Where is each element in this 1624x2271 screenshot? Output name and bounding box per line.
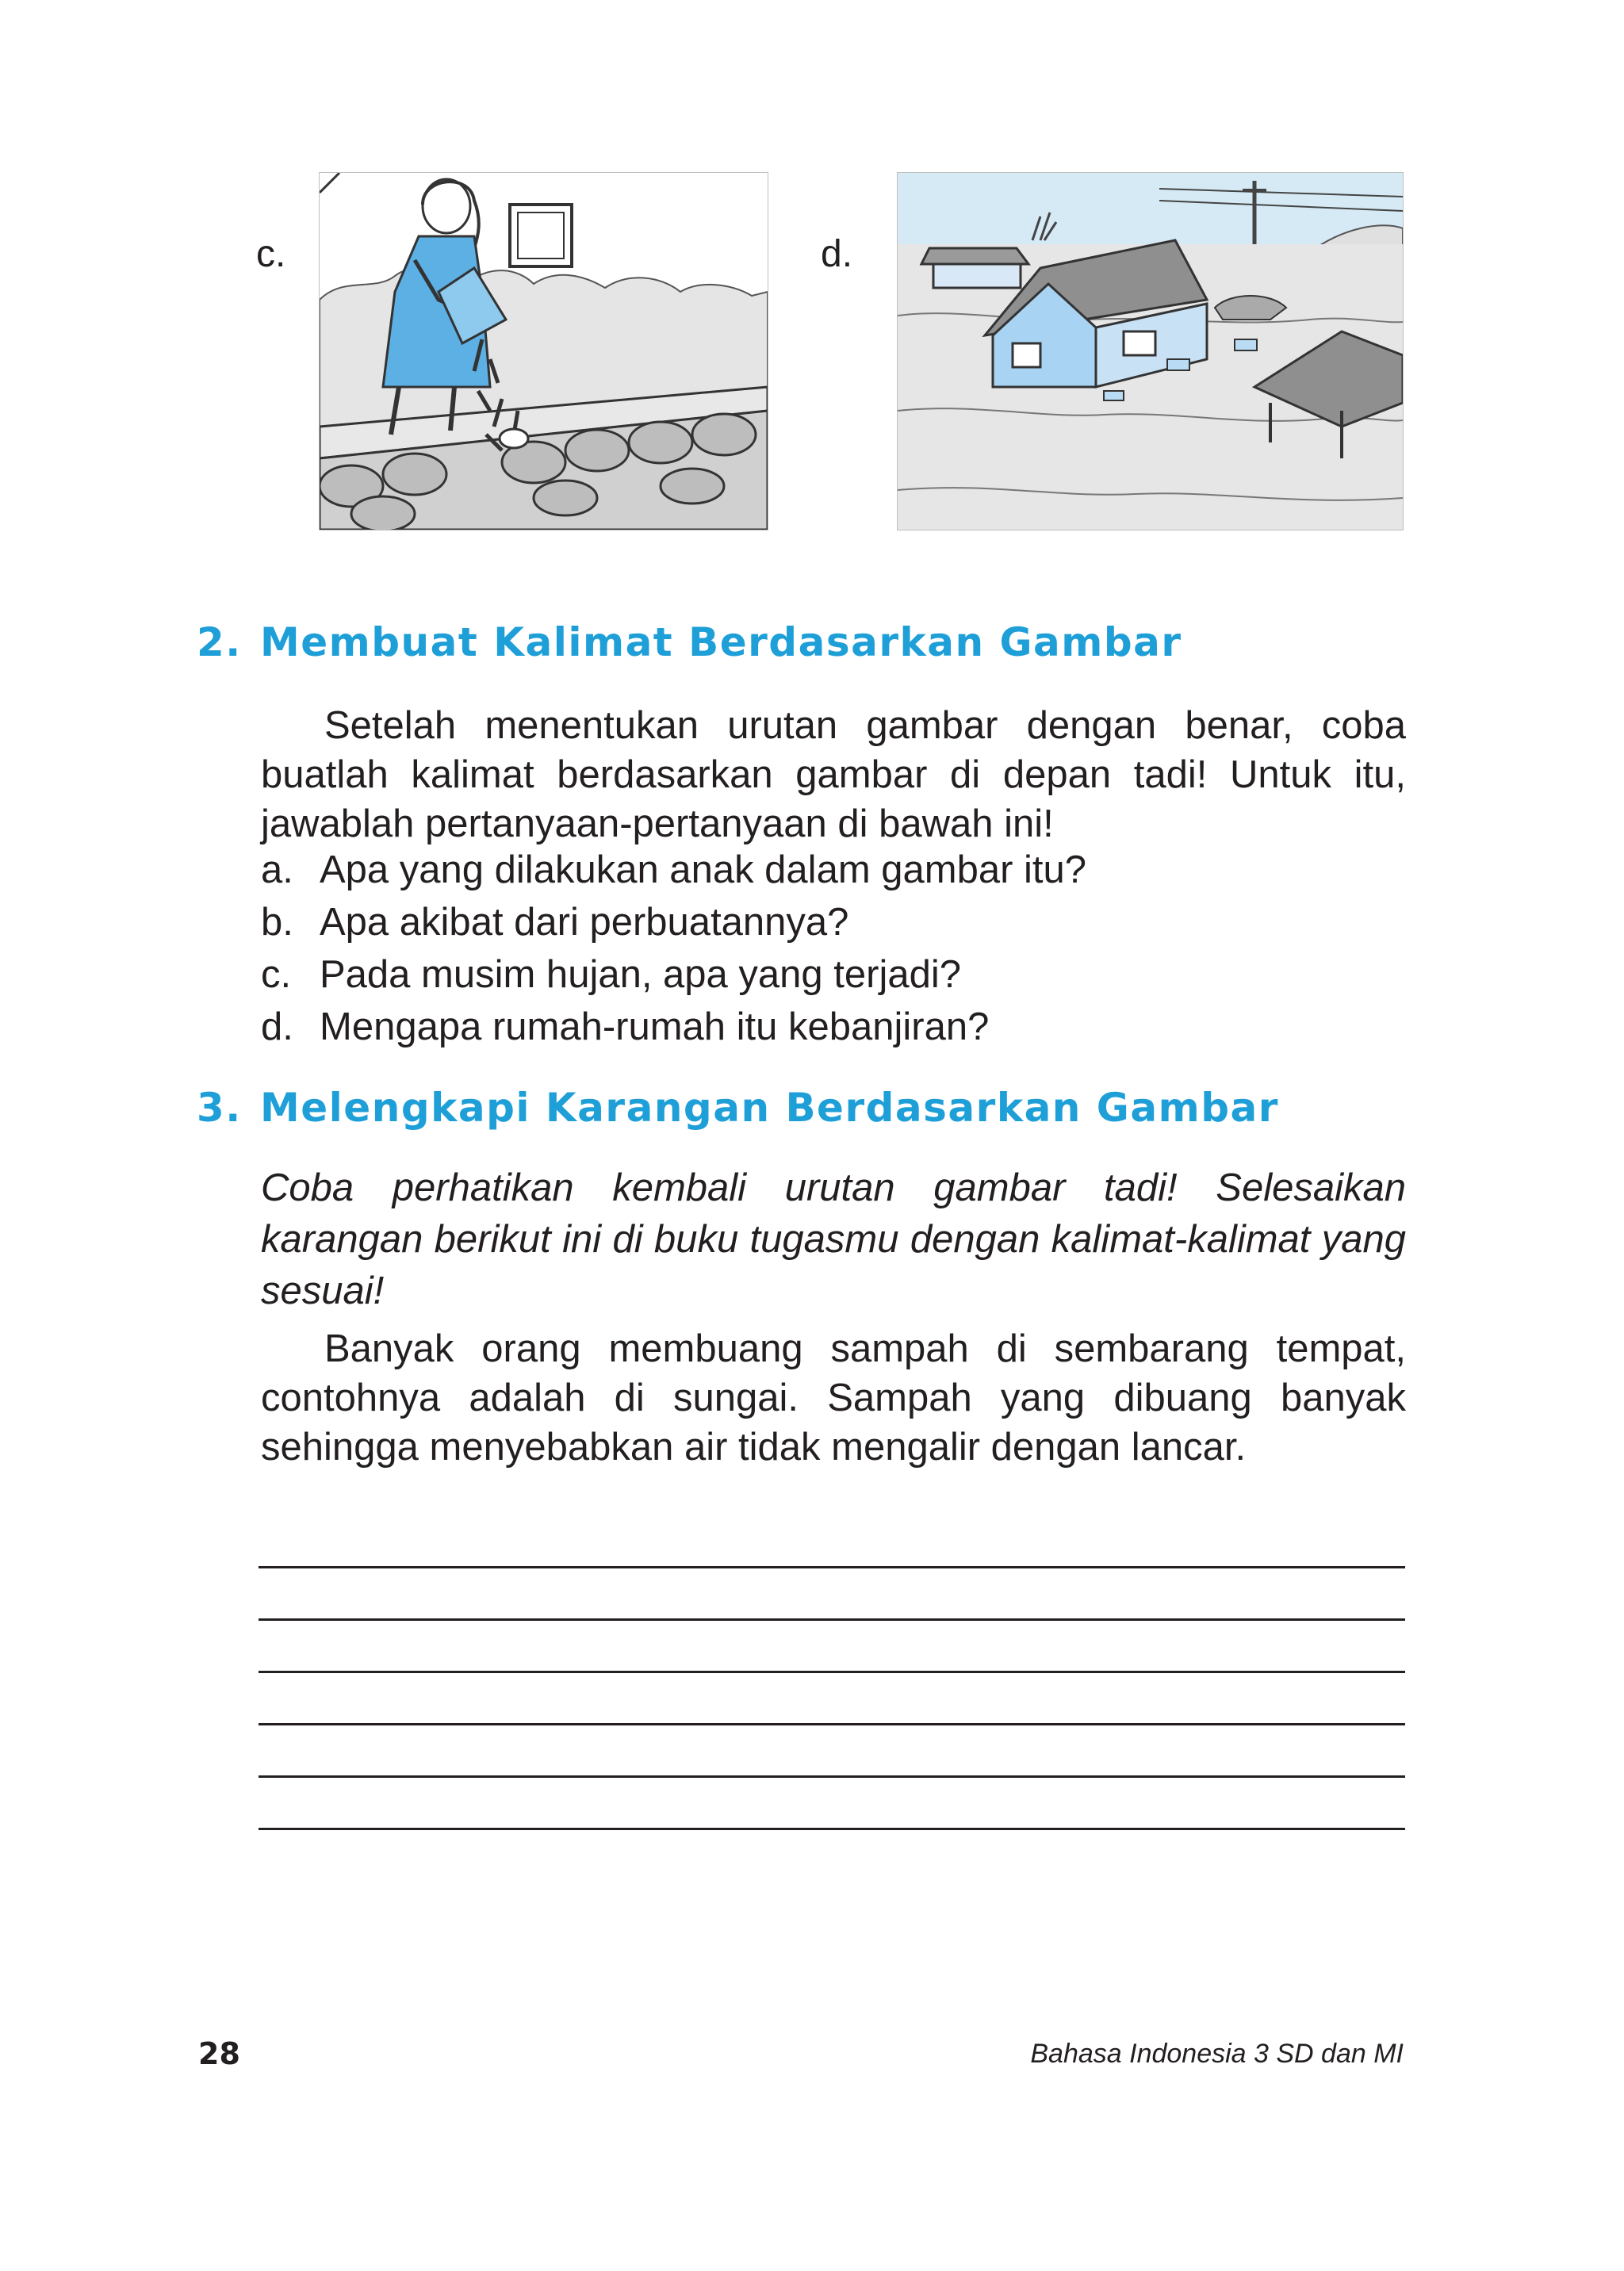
blank-writing-line xyxy=(259,1621,1405,1673)
section-3-heading xyxy=(197,1086,1279,1130)
section-2-title: Membuat Kalimat Berdasarkan Gambar xyxy=(260,619,1182,665)
section-2-heading xyxy=(197,621,1182,664)
question-item xyxy=(261,948,1086,1001)
question-text: Apa yang dilakukan anak dalam gambar itu? xyxy=(320,848,1087,891)
flooded-houses-illustration xyxy=(897,172,1404,530)
figure-d-label: d. xyxy=(821,233,853,275)
answer-writing-lines xyxy=(259,1516,1405,1830)
question-list xyxy=(261,844,1086,1053)
blank-writing-line xyxy=(259,1568,1405,1621)
question-letter: c. xyxy=(261,953,292,996)
section-2-number: 2. xyxy=(197,619,242,665)
question-letter: b. xyxy=(261,901,293,944)
question-text: Pada musim hujan, apa yang terjadi? xyxy=(320,953,962,996)
blank-writing-line xyxy=(259,1516,1405,1568)
book-title-footer: Bahasa Indonesia 3 SD dan MI xyxy=(1030,2039,1404,2069)
question-text: Mengapa rumah-rumah itu kebanjiran? xyxy=(320,1005,990,1048)
blank-writing-line xyxy=(259,1673,1405,1725)
question-letter: a. xyxy=(261,848,293,891)
section-3-number: 3. xyxy=(197,1085,242,1131)
blank-writing-line xyxy=(259,1778,1405,1830)
section-3-title: Melengkapi Karangan Berdasarkan Gambar xyxy=(260,1085,1279,1131)
question-item xyxy=(261,1001,1086,1053)
question-letter: d. xyxy=(261,1005,293,1048)
question-item xyxy=(261,896,1086,948)
question-text: Apa akibat dari perbuatannya? xyxy=(320,901,849,944)
blank-writing-line xyxy=(259,1725,1405,1778)
section-2-intro: Setelah menentukan urutan gambar dengan benar, coba buatlah kalimat berdasarkan gambar di depan tadi! Untuk itu, jawablah pertanyaan-pertanyaan di bawah ini! xyxy=(261,704,1406,845)
question-item xyxy=(261,844,1086,896)
section-3-instruction: Coba perhatikan kembali urutan gambar tadi! Selesaikan karangan berikut ini di buku tugasmu dengan kalimat-kalimat yang sesuai! xyxy=(261,1166,1406,1312)
figure-c-label: c. xyxy=(256,233,286,275)
page-number: 28 xyxy=(198,2036,240,2071)
girl-dumping-trash-illustration xyxy=(319,172,768,530)
section-3-story: Banyak orang membuang sampah di sembarang tempat, contohnya adalah di sungai. Sampah yang dibuang banyak sehingga menyebabkan air tidak mengalir dengan lancar. xyxy=(261,1327,1406,1469)
